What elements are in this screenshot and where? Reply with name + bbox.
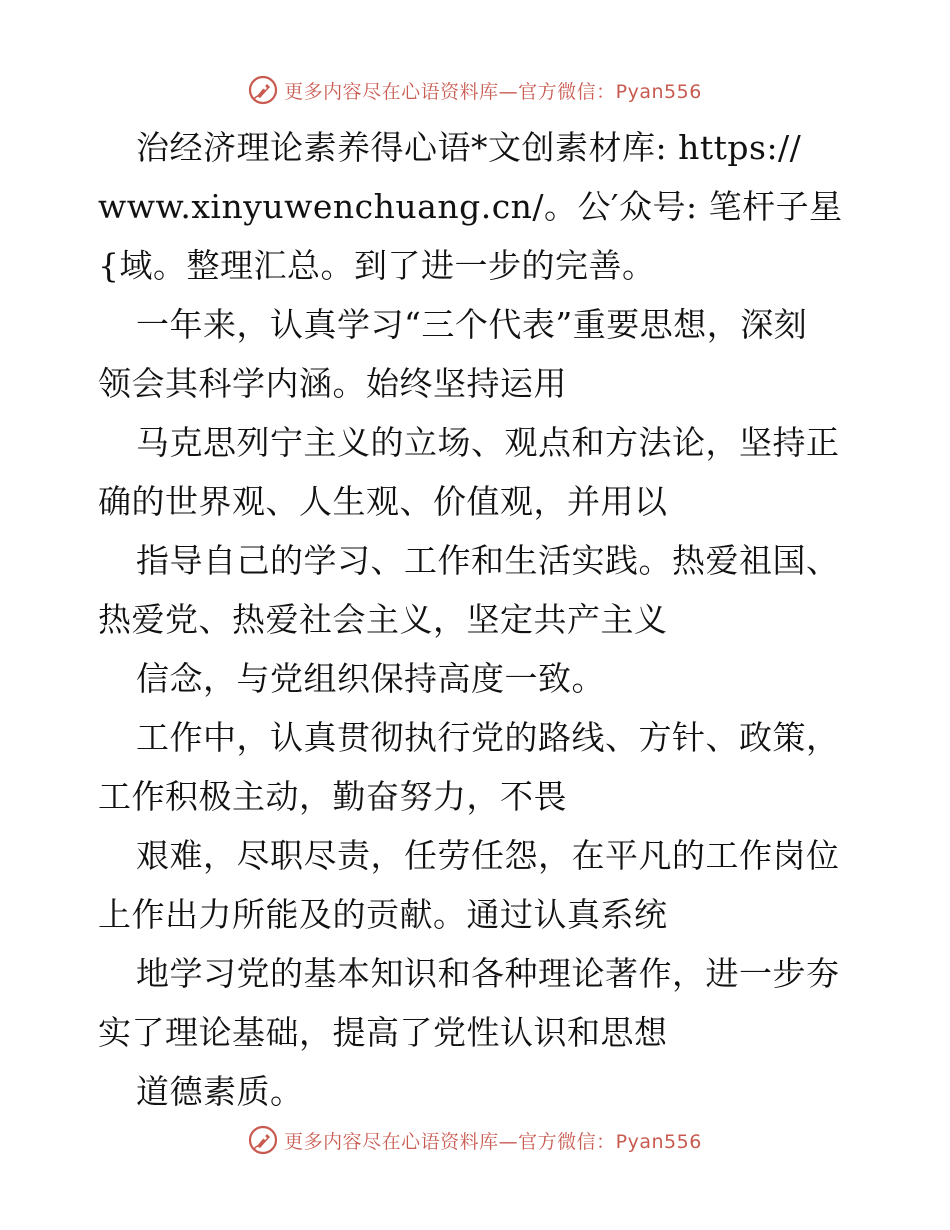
footer-banner-text: 更多内容尽在心语资料库—官方微信：Pyan556 bbox=[284, 1130, 702, 1153]
text-line: www.xinyuwenchuang.cn/。公′众号: 笔杆子星 bbox=[98, 187, 843, 226]
text-line: 实了理论基础，提高了党性认识和思想 bbox=[98, 1013, 668, 1052]
text-line: 信念，与党组织保持高度一致。 bbox=[136, 659, 605, 698]
footer-banner bbox=[0, 1120, 950, 1160]
text-line: 一年来，认真学习“三个代表”重要思想，深刻 bbox=[136, 305, 808, 344]
text-line: 上作出力所能及的贡献。通过认真系统 bbox=[98, 895, 668, 934]
text-line: 确的世界观、人生观、价值观，并用以 bbox=[98, 482, 668, 521]
text-line: 地学习党的基本知识和各种理论著作，进一步夯 bbox=[136, 954, 840, 993]
text-line: 艰难，尽职尽责，任劳任怨，在平凡的工作岗位 bbox=[136, 836, 840, 875]
text-line: 治经济理论素养得心语*文创素材库: https:// bbox=[136, 128, 802, 167]
text-line: 道德素质。 bbox=[136, 1072, 304, 1111]
text-line: 热爱党、热爱社会主义，坚定共产主义 bbox=[98, 600, 668, 639]
pen-nib-logo-icon bbox=[248, 75, 278, 105]
header-banner bbox=[0, 70, 950, 110]
text-line: 指导自己的学习、工作和生活实践。热爱祖国、 bbox=[136, 541, 840, 580]
text-line: 工作积极主动，勤奋努力，不畏 bbox=[98, 777, 567, 816]
pen-nib-logo-icon bbox=[248, 1125, 278, 1155]
text-line: {域。整理汇总。到了进一步的完善。 bbox=[98, 246, 656, 285]
header-banner-text: 更多内容尽在心语资料库—官方微信：Pyan556 bbox=[284, 80, 702, 103]
document-body bbox=[98, 118, 868, 1121]
text-line: 工作中，认真贯彻执行党的路线、方针、政策， bbox=[136, 718, 840, 757]
text-line: 领会其科学内涵。始终坚持运用 bbox=[98, 364, 567, 403]
text-line: 马克思列宁主义的立场、观点和方法论，坚持正 bbox=[136, 423, 840, 462]
